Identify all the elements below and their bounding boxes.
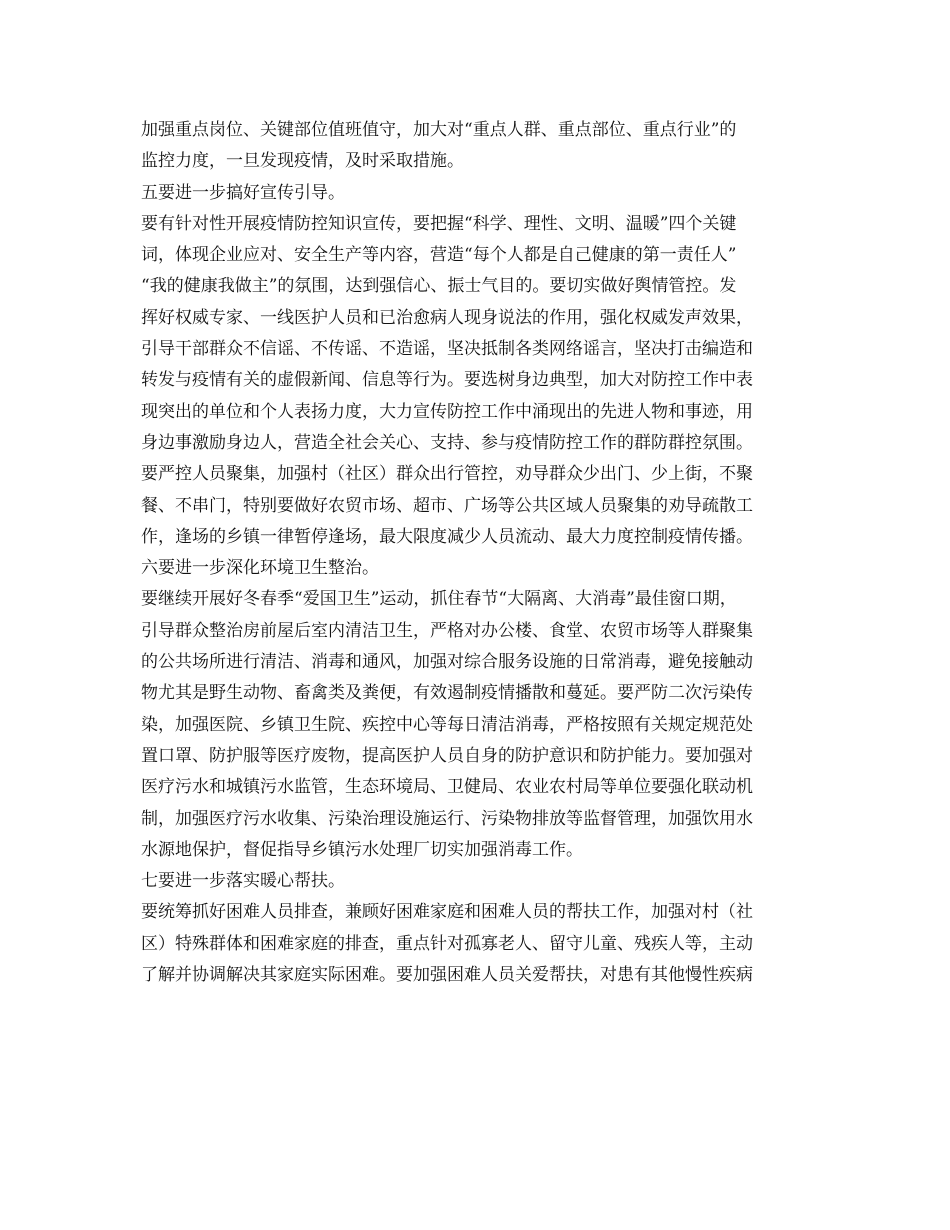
text-line: 了解并协调解决其家庭实际困难。要加强困难人员关爱帮扶，对患有其他慢性疾病 [141, 965, 753, 986]
text-line: 现突出的单位和个人表扬力度，大力宣传防控工作中涌现出的先进人物和事迹，用 [141, 401, 753, 422]
text-line: 引导干部群众不信谣、不传谣、不造谣，坚决抵制各类网络谣言，坚决打击编造和 [141, 339, 753, 360]
text-line: 引导群众整治房前屋后室内清洁卫生，严格对办公楼、食堂、农贸市场等人群聚集 [141, 620, 753, 641]
text-line: 医疗污水和城镇污水监管，生态环境局、卫健局、农业农村局等单位要强化联动机 [141, 777, 753, 798]
text-line: 加强重点岗位、关键部位值班值守，加大对“重点人群、重点部位、重点行业”的 [141, 120, 737, 140]
text-line: 区）特殊群体和困难家庭的排查，重点针对孤寡老人、留守儿童、残疾人等，主动 [141, 933, 753, 954]
text-line: 水源地保护，督促指导乡镇污水处理厂切实加强消毒工作。 [141, 839, 583, 860]
text-line: 制，加强医疗污水收集、污染治理设施运行、污染物排放等监督管理，加强饮用水 [141, 808, 753, 829]
text-line: 转发与疫情有关的虚假新闻、信息等行为。要选树身边典型，加大对防控工作中表 [141, 370, 753, 391]
text-line: 物尤其是野生动物、畜禽类及粪便，有效遏制疫情播散和蔓延。要严防二次污染传 [141, 683, 753, 704]
document-body [141, 115, 821, 991]
text-line: 染，加强医院、乡镇卫生院、疾控中心等每日清洁消毒，严格按照有关规定规范处 [141, 714, 753, 735]
text-line: 要继续开展好冬春季“爱国卫生”运动，抓住春节“大隔离、大消毒”最佳窗口期， [141, 589, 737, 610]
text-line: 置口罩、防护服等医疗废物，提高医护人员自身的防护意识和防护能力。要加强对 [141, 745, 753, 766]
text-line: 身边事激励身边人，营造全社会关心、支持、参与疫情防控工作的群防群控氛围。 [141, 432, 753, 453]
text-line: 作，逢场的乡镇一律暂停逢场，最大限度减少人员流动、最大力度控制疫情传播。 [141, 526, 753, 547]
text-line: 要统筹抓好困难人员排查，兼顾好困难家庭和困难人员的帮扶工作，加强对村（社 [141, 902, 753, 923]
text-line: 监控力度，一旦发现疫情，及时采取措施。 [141, 151, 464, 172]
text-line: “我的健康我做主”的氛围，达到强信心、振士气目的。要切实做好舆情管控。发 [141, 276, 737, 297]
text-line: 的公共场所进行清洁、消毒和通风，加强对综合服务设施的日常消毒，避免接触动 [141, 652, 753, 673]
text-line: 要严控人员聚集，加强村（社区）群众出行管控，劝导群众少出门、少上街，不聚 [141, 464, 753, 485]
text-line: 词，体现企业应对、安全生产等内容，营造“每个人都是自己健康的第一责任人” [141, 245, 737, 266]
text-line: 挥好权威专家、一线医护人员和已治愈病人现身说法的作用，强化权威发声效果， [141, 307, 753, 328]
text-line: 要有针对性开展疫情防控知识宣传，要把握“科学、理性、文明、温暖”四个关键 [141, 213, 737, 234]
section-heading: 五要进一步搞好宣传引导。 [141, 182, 345, 203]
section-heading: 六要进一步深化环境卫生整治。 [141, 558, 379, 579]
section-heading: 七要进一步落实暖心帮扶。 [141, 871, 345, 892]
text-line: 餐、不串门，特别要做好农贸市场、超市、广场等公共区域人员聚集的劝导疏散工 [141, 495, 753, 516]
